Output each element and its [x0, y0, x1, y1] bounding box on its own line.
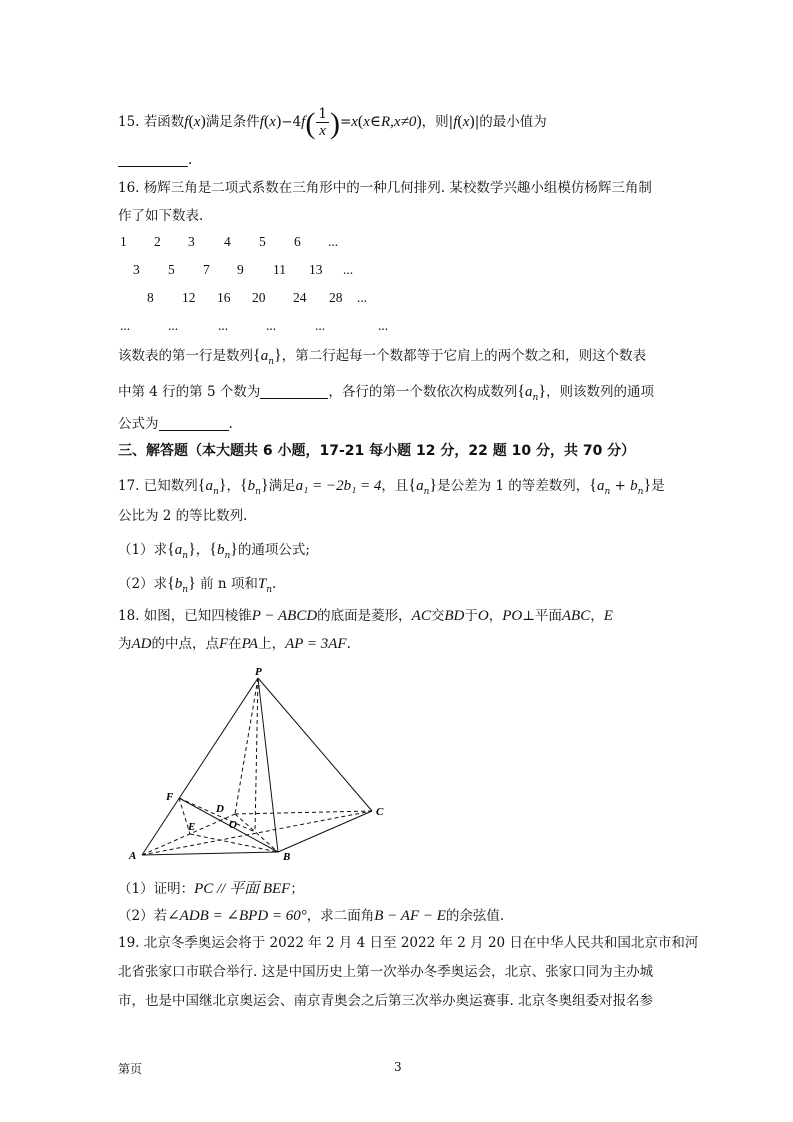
q17-part1: （1）求$\{a_n\}$，$\{b_n\}$的通项公式; [118, 541, 310, 561]
label-D: D [216, 803, 224, 815]
edge-BC [278, 811, 372, 852]
q15-answer-blank[interactable] [118, 152, 188, 167]
edge-PC [258, 678, 372, 811]
q15-mid1: 满足条件 [205, 114, 260, 130]
q18-line2: 为AD的中点，点F在PA上，AP = 3AF. [118, 636, 351, 652]
q15-lead: 15. 若函数 [118, 114, 185, 130]
q19-line3: 市，也是中国继北京奥运会、南京青奥会之后第三次举办奥运赛事. 北京冬奥组委对报名参 [118, 993, 654, 1009]
q15-tail: |的最小值为 [474, 114, 547, 130]
q17-line2: 公比为 2 的等比数列. [118, 508, 248, 524]
edge-PB [258, 678, 278, 852]
edge-AB [142, 852, 278, 855]
label-C: C [376, 806, 384, 818]
q16-blank-1[interactable] [260, 384, 328, 399]
label-O: O [229, 819, 237, 831]
q17-equation: a₁ = −2b₁ = 4 [295, 478, 382, 494]
q15-line: 15. 若函数f(x)满足条件f(x)−4f( $\frac{1}{x}$ )=x(x∈R,x≠0)，则|f(x)|的最小值为 [118, 106, 547, 140]
edge-PA [142, 678, 258, 855]
q19-line1: 19. 北京冬季奥运会将于 2022 年 2 月 4 日至 2022 年 2 月 20 日在中华人民共和国北京市和河 [118, 935, 699, 951]
label-B: B [283, 851, 291, 863]
q15-fraction: $\frac{1}{x}$ [318, 106, 327, 139]
q16-line1: 16. 杨辉三角是二项式系数在三角形中的一种几何排列. 某校数学兴趣小组模仿杨辉三角制 [118, 180, 652, 196]
segment-EB [190, 834, 278, 852]
label-E: E [188, 821, 196, 833]
section-3-heading: 三、解答题（本大题共 6 小题，17-21 每小题 12 分，22 题 10 分，共 70 分） [118, 443, 636, 459]
label-A: A [129, 850, 137, 862]
label-P: P [255, 666, 262, 678]
q19-line2: 北省张家口市联合举行. 这是中国历史上第一次举办冬季奥运会，北京、张家口同为主办城 [118, 964, 654, 980]
q16-line3: 该数表的第一行是数列$\{a_n\}$，第二行起每一个数都等于它肩上的两个数之和，则这个数表 [118, 347, 647, 367]
q17-part2: （2）求$\{b_n\}$ 前 n 项和$T_n$. [118, 575, 277, 595]
footer-label: 第页 [118, 1062, 143, 1076]
q15-answer-line: . [118, 150, 192, 170]
q18-part1: （1）证明：PC // 平面 BEF； [118, 881, 304, 897]
q16-blank-2[interactable] [159, 416, 229, 431]
label-F: F [166, 791, 174, 803]
page-number: 3 [394, 1060, 402, 1074]
q16-line4: 中第 4 行的第 5 个数为 ，各行的第一个数依次构成数列$\{a_n\}$，则该数列的通项 [118, 383, 655, 403]
pyramid-figure [115, 662, 405, 872]
q17-line1: 17. 已知数列$\{a_n\}$，$\{b_n\}$满足a₁ = −2b₁ = 4，且$\{a_n\}$是公差为 1 的等差数列，$\{a_n + b_n\}$是 [118, 477, 665, 497]
q15-condition: x∈R,x≠0 [363, 114, 417, 130]
q18-line1: 18. 如图，已知四棱锥P − ABCD的底面是菱形，AC交BD于O，PO⊥平面ABC，E [118, 608, 613, 624]
edge-PD [235, 678, 258, 814]
q16-line2: 作了如下数表. [118, 208, 204, 224]
q16-line5: 公式为 . [118, 416, 233, 432]
q15-mid2: ，则| [421, 114, 454, 130]
diagonal-DB [235, 814, 278, 852]
segment-PO [255, 678, 258, 832]
q18-part2: （2）若∠ADB = ∠BPD = 60°，求二面角B − AF − E的余弦值. [118, 908, 505, 924]
